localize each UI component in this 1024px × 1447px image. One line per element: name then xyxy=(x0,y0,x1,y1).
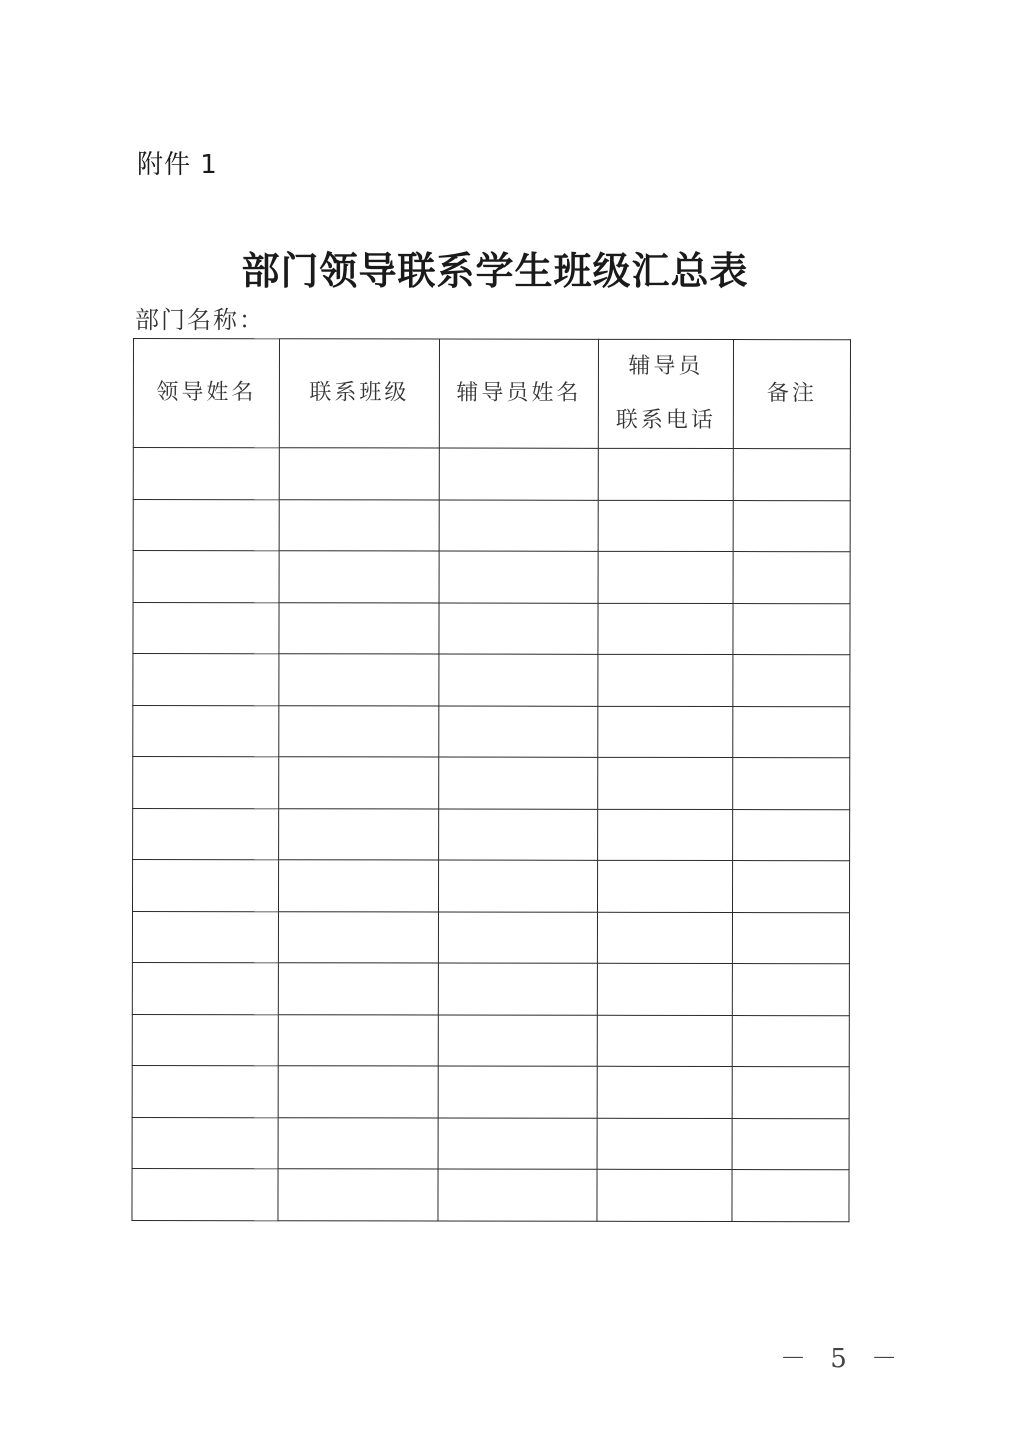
summary-table xyxy=(131,338,851,1222)
table-row xyxy=(133,499,850,552)
table-cell xyxy=(279,448,439,500)
table-cell xyxy=(278,963,438,1015)
page-number: － 5 － xyxy=(780,1344,906,1374)
table-cell xyxy=(279,602,439,654)
table-cell xyxy=(132,1168,278,1220)
table-row xyxy=(132,962,849,1015)
table-cell xyxy=(132,1014,278,1066)
table-cell xyxy=(279,757,439,809)
table-cell xyxy=(732,1067,849,1119)
table-cell xyxy=(438,1066,597,1118)
table-cell xyxy=(598,757,733,809)
table-header-row xyxy=(133,339,850,449)
table-cell xyxy=(598,500,733,552)
table-cell xyxy=(438,860,597,912)
table-cell xyxy=(733,809,850,861)
table-row xyxy=(132,1168,849,1221)
table-cell xyxy=(133,499,279,551)
table-cell xyxy=(133,808,279,860)
table-cell xyxy=(732,964,849,1016)
table-row xyxy=(132,1014,849,1067)
table-cell xyxy=(598,448,733,500)
header-remarks: 备注 xyxy=(733,340,850,449)
table-cell xyxy=(132,1065,278,1117)
table-row xyxy=(132,911,849,964)
table-row xyxy=(133,705,850,758)
table-cell xyxy=(439,500,598,552)
table-cell xyxy=(133,602,279,654)
table-cell xyxy=(598,809,733,861)
table-cell xyxy=(598,706,733,758)
table-cell xyxy=(439,551,598,603)
table-cell xyxy=(598,603,733,655)
table-cell xyxy=(278,1117,438,1169)
table-cell xyxy=(597,963,732,1015)
table-cell xyxy=(733,449,850,501)
table-cell xyxy=(732,1170,849,1222)
table-cell xyxy=(133,551,279,603)
table-cell xyxy=(733,655,850,707)
table-cell xyxy=(597,1066,732,1118)
header-counselor-phone-line1: 辅导员 xyxy=(628,353,704,379)
table-cell xyxy=(732,1118,849,1170)
table-cell xyxy=(278,1066,438,1118)
table-cell xyxy=(132,860,278,912)
table-cell xyxy=(133,705,279,757)
table-cell xyxy=(733,500,850,552)
table-cell xyxy=(132,962,278,1014)
table-cell xyxy=(597,860,732,912)
table-cell xyxy=(279,808,439,860)
table-cell xyxy=(598,551,733,603)
table-cell xyxy=(732,861,849,913)
table-cell xyxy=(597,1169,732,1221)
table-row xyxy=(133,654,850,707)
table-row xyxy=(132,1117,849,1170)
table-cell xyxy=(132,911,278,963)
table-row xyxy=(133,808,850,861)
table-cell xyxy=(279,551,439,603)
table-cell xyxy=(733,706,850,758)
table-cell xyxy=(132,1117,278,1169)
table-cell xyxy=(732,1015,849,1067)
attachment-label: 附件 1 xyxy=(137,150,218,180)
table-cell xyxy=(438,1169,597,1221)
header-counselor-phone-line2: 联系电话 xyxy=(615,407,716,434)
table-body xyxy=(132,448,850,1222)
table-cell xyxy=(438,912,597,964)
table-cell xyxy=(438,1015,597,1067)
table-cell xyxy=(733,603,850,655)
header-counselor-phone xyxy=(598,339,733,448)
table-cell xyxy=(597,912,732,964)
table-cell xyxy=(133,654,279,706)
table-cell xyxy=(733,552,850,604)
table-cell xyxy=(279,499,439,551)
table-cell xyxy=(438,963,597,1015)
table-cell xyxy=(278,1169,438,1221)
table-row xyxy=(133,448,850,501)
table-cell xyxy=(439,809,598,861)
table-cell xyxy=(278,911,438,963)
table-row xyxy=(132,860,849,913)
table-cell xyxy=(279,705,439,757)
table-row xyxy=(133,757,850,810)
header-counselor-name: 辅导员姓名 xyxy=(439,339,598,448)
table-cell xyxy=(598,654,733,706)
header-contact-class: 联系班级 xyxy=(279,339,439,448)
table-cell xyxy=(439,603,598,655)
table-cell xyxy=(597,1015,732,1067)
table-cell xyxy=(133,757,279,809)
table-cell xyxy=(278,860,438,912)
table-cell xyxy=(597,1118,732,1170)
table-cell xyxy=(438,1118,597,1170)
table-cell xyxy=(732,912,849,964)
table-cell xyxy=(278,1014,438,1066)
table-cell xyxy=(439,706,598,758)
table-cell xyxy=(733,758,850,810)
table-row xyxy=(133,551,850,604)
table-row xyxy=(133,602,850,655)
table-cell xyxy=(279,654,439,706)
table-row xyxy=(132,1065,849,1118)
table-cell xyxy=(439,654,598,706)
table-cell xyxy=(439,757,598,809)
table-cell xyxy=(439,448,598,500)
document-title: 部门领导联系学生班级汇总表 xyxy=(241,248,749,293)
table-cell xyxy=(133,448,279,500)
header-leader-name: 领导姓名 xyxy=(133,339,279,448)
department-name-label: 部门名称： xyxy=(135,306,265,334)
